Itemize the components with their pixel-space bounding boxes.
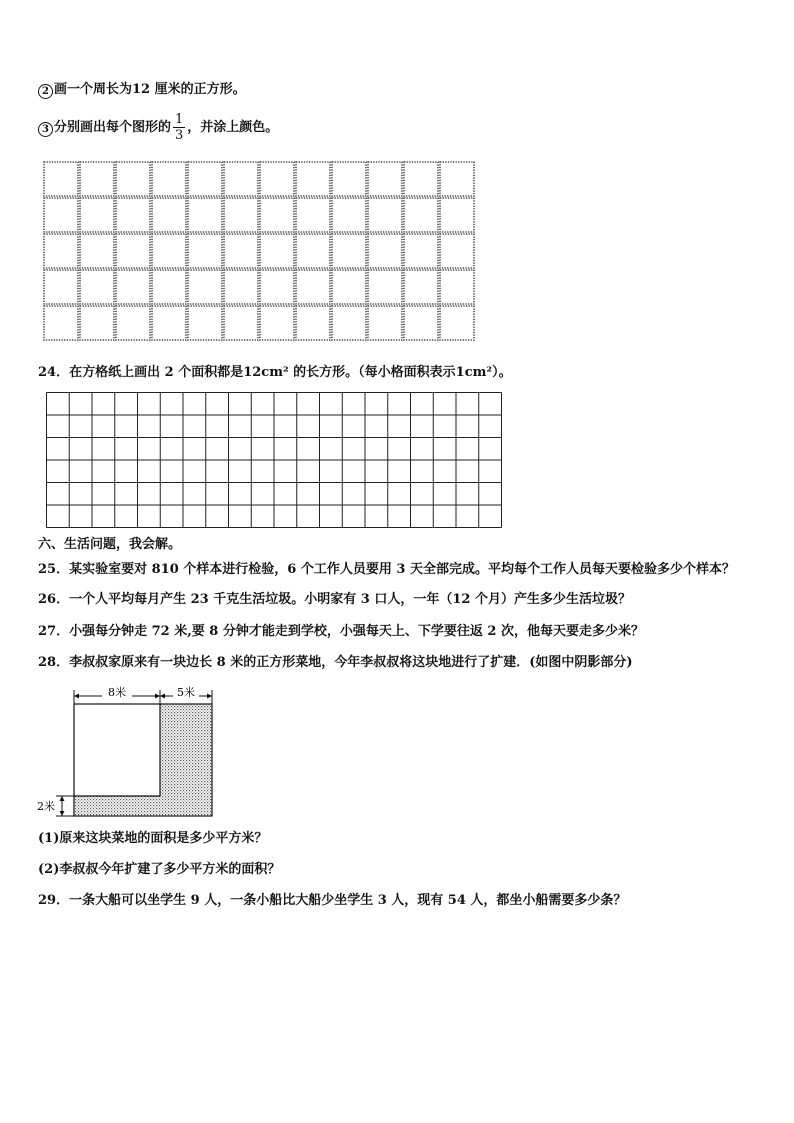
dotted-grid-cell [260,306,294,340]
dotted-grid-cell [188,234,222,268]
dotted-grid-cell [44,306,78,340]
dotted-grid-cell [368,162,402,196]
fraction-one-third [173,112,185,143]
dotted-grid-cell [116,162,150,196]
dotted-grid-cell [224,270,258,304]
section-six-heading: 六、生活问题，我会解。 [38,537,182,552]
dotted-grid-cell [440,198,474,232]
dotted-grid-cell [440,162,474,196]
dotted-grid-cell [44,270,78,304]
dotted-grid-cell [332,270,366,304]
question-25: 25．某实验室要对 810 个样本进行检验，6 个工作人员要用 3 天全部完成。平均每个工作人员每天要检验多少个样本？ [38,562,735,577]
dotted-grid-cell [188,162,222,196]
dotted-grid-cell [368,234,402,268]
circled-number-2: 2 [38,84,53,99]
question-24: 24．在方格纸上画出 2 个面积都是12cm² 的长方形。（每小格面积表示1cm²）。 [38,365,512,380]
dotted-grid-cell [44,234,78,268]
dotted-grid-cell [44,198,78,232]
dotted-grid-cell [332,162,366,196]
dotted-grid-cell [116,306,150,340]
label-5m: 5米 [177,686,195,699]
question-2-text: 画一个周长为12 厘米的正方形。 [54,82,246,97]
question-27: 27．小强每分钟走 72 米,要 8 分钟才能走到学校，小强每天上、下学要往返 2 次，他每天要走多少米？ [38,624,644,639]
dotted-grid-cell [152,162,186,196]
dotted-grid-cell [404,306,438,340]
question-3-text-after: ，并涂上颜色。 [187,120,279,135]
dotted-grid-cell [332,306,366,340]
dotted-grid-cell [368,306,402,340]
dotted-grid-cell [404,162,438,196]
dotted-grid-cell [440,234,474,268]
dotted-grid-cell [440,306,474,340]
label-2m: 2米 [37,800,55,813]
dotted-grid-cell [188,270,222,304]
dotted-grid-cell [368,198,402,232]
dotted-grid-cell [224,234,258,268]
question-26: 26．一个人平均每月产生 23 千克生活垃圾。小明家有 3 口人，一年（12 个月）产生多少生活垃圾？ [38,592,631,607]
graph-paper-grid [46,392,504,532]
original-square-edges [74,704,160,796]
label-8m: 8米 [108,686,126,699]
question-28-sub-2: (2)李叔叔今年扩建了多少平方米的面积？ [38,862,281,877]
dotted-grid-cell [404,234,438,268]
dotted-grid-cell [188,198,222,232]
dotted-grid-cell [296,270,330,304]
dotted-grid-cell [152,306,186,340]
dotted-grid-cell [296,198,330,232]
garden-expansion-figure [36,682,220,822]
dotted-grid [42,160,476,344]
dotted-grid-cell [188,306,222,340]
dotted-grid-cell [80,234,114,268]
dotted-grid-cell [152,270,186,304]
dotted-grid-cell [260,234,294,268]
dotted-grid-cell [224,198,258,232]
dotted-grid-cell [152,234,186,268]
dotted-grid-cell [80,306,114,340]
dotted-grid-cell [296,306,330,340]
dotted-grid-cell [116,234,150,268]
circled-number-3: 3 [38,122,53,137]
fraction-numerator: 1 [175,112,184,127]
dotted-grid-cell [44,162,78,196]
dotted-grid-cell [332,198,366,232]
question-28: 28．李叔叔家原来有一块边长 8 米的正方形菜地，今年李叔叔将这块地进行了扩建．(如图中阴影部分) [38,655,633,670]
dotted-grid-cell [404,270,438,304]
dotted-grid-cell [224,162,258,196]
dotted-grid-cell [332,234,366,268]
dotted-grid-cell [152,198,186,232]
dotted-grid-cell [80,270,114,304]
dotted-grid-cell [368,270,402,304]
dotted-grid-cell [260,198,294,232]
dotted-grid-cell [224,306,258,340]
question-28-sub-1: (1)原来这块菜地的面积是多少平方米？ [38,831,268,846]
dotted-grid-cell [80,162,114,196]
dotted-grid-cell [260,270,294,304]
question-3 [38,112,278,143]
dotted-grid-cell [404,198,438,232]
dotted-grid-cell [296,234,330,268]
question-2 [38,82,246,99]
dotted-grid-cell [440,270,474,304]
question-3-text-before: 分别画出每个图形的 [54,120,172,135]
expanded-area-shading [74,704,212,816]
question-29: 29．一条大船可以坐学生 9 人，一条小船比大船少坐学生 3 人，现有 54 人，都坐小船需要多少条？ [38,893,627,908]
dotted-grid-cell [80,198,114,232]
dotted-grid-cell [260,162,294,196]
dotted-grid-cell [116,198,150,232]
dotted-grid-cell [116,270,150,304]
fraction-denominator: 3 [175,128,184,143]
dotted-grid-cell [296,162,330,196]
